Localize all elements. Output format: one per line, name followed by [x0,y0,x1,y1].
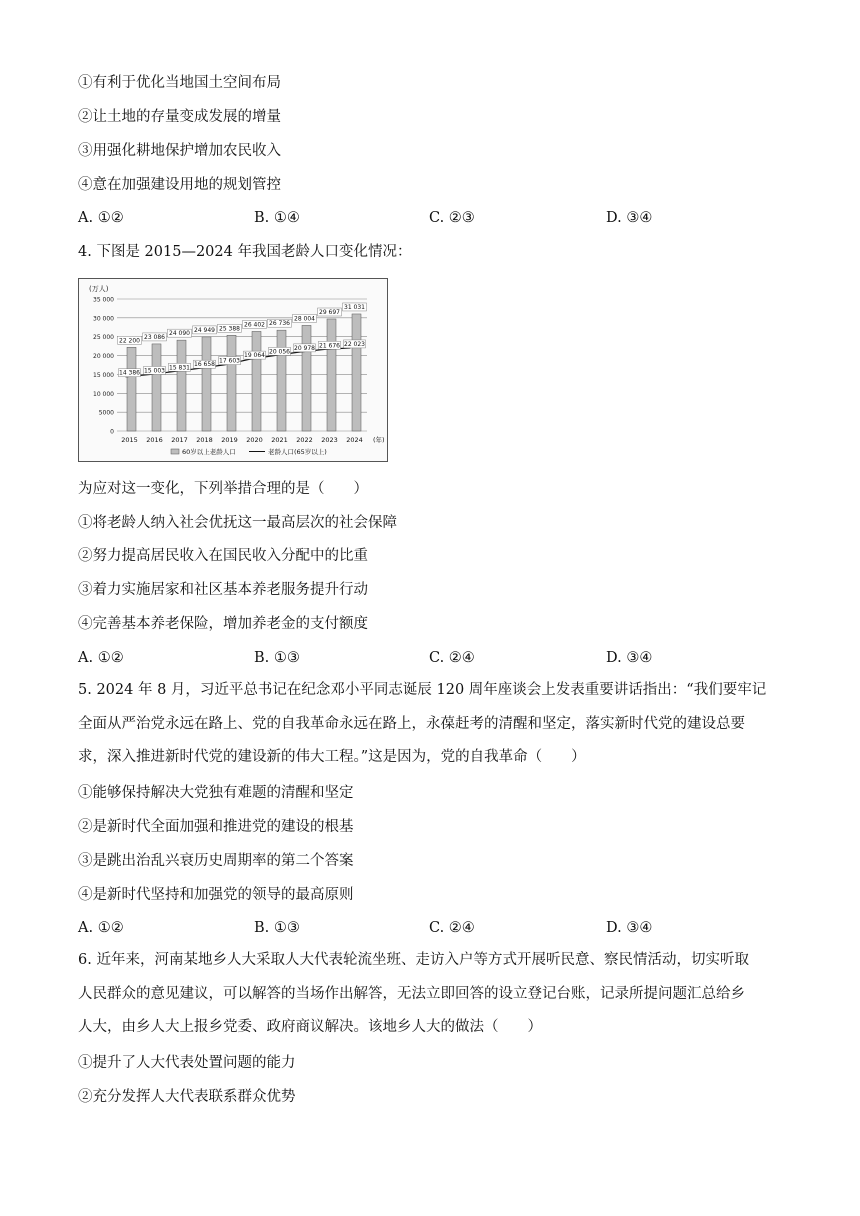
bar-data-label: 31 031 [344,303,365,311]
q6-stem-line-2: 人民群众的意见建议，可以解答的当场作出解答，无法立即回答的设立登记台账，记录所提问题汇总给乡 [78,985,745,1002]
bar [277,330,286,431]
chart-svg [79,279,387,461]
bar-data-label: 22 200 [119,337,140,345]
q5-option-b: B. ①③ [254,920,300,936]
y-tick-label: 35 000 [93,296,114,304]
q3-statement-3: ③用强化耕地保护增加农民收入 [78,143,281,159]
elderly-population-chart [78,278,388,462]
y-tick-label: 0 [110,428,114,436]
q6-stem-line-3: 人大，由乡人大上报乡党委、政府商议解决。该地乡人大的做法（ ） [78,1019,542,1035]
y-tick-label: 5000 [98,409,114,417]
legend-bar-label: 60岁以上老龄人口 [182,448,236,456]
q5-option-d: D. ③④ [606,920,653,936]
bar [177,340,186,431]
line-data-label: 20 978 [294,344,315,352]
bar-data-label: 23 086 [144,333,165,341]
line-data-label: 16 658 [194,361,215,369]
bar-data-label: 25 388 [219,325,240,333]
x-tick-label: 2019 [221,436,238,444]
bar [202,337,211,431]
y-tick-label: 30 000 [93,315,114,323]
q3-option-b: B. ①④ [254,210,300,226]
q4-option-b: B. ①③ [254,650,300,666]
q5-stem-line-1: 5. 2024 年 8 月，习近平总书记在纪念邓小平同志诞辰 120 周年座谈会上发表重要讲话指出：“我们要牢记 [78,682,767,698]
q4-statement-3: ③着力实施居家和社区基本养老服务提升行动 [78,582,368,598]
x-tick-label: 2015 [121,436,138,444]
q4-option-a: A. ①② [78,650,124,666]
q5-statement-1: ①能够保持解决大党独有难题的清醒和坚定 [78,785,354,801]
x-tick-label: 2020 [246,436,263,444]
bar-data-label: 24 949 [194,326,215,334]
bar-data-label: 26 736 [269,320,290,328]
q6-stem [78,944,778,1045]
q6-statement-1: ①提升了人大代表处置问题的能力 [78,1055,296,1071]
q3-option-c: C. ②③ [429,210,475,226]
line-data-label: 17 603 [219,357,240,365]
x-tick-label: 2017 [171,436,188,444]
bar-data-label: 28 004 [294,315,315,323]
bar [352,314,361,431]
bar-data-label: 29 697 [319,308,340,316]
q4-statement-4: ④完善基本养老保险，增加养老金的支付额度 [78,616,368,632]
x-tick-label: 2022 [296,436,313,444]
q6-stem-line-1: 6. 近年来，河南某地乡人大采取人大代表轮流坐班、走访入户等方式开展听民意、察民情活动，切实听取 [78,952,749,968]
legend-bar-swatch [171,449,179,454]
q5-option-a: A. ①② [78,920,124,936]
bar [302,325,311,431]
x-tick-label: 2024 [346,436,363,444]
q5-statement-3: ③是跳出治乱兴衰历史周期率的第二个答案 [78,853,354,869]
q5-stem-line-3: 求，深入推进新时代党的建设新的伟大工程。”这是因为，党的自我革命（ ） [78,749,586,765]
q4-option-d: D. ③④ [606,650,653,666]
y-tick-label: 15 000 [93,371,114,379]
q4-statement-1: ①将老龄人纳入社会优抚这一最高层次的社会保障 [78,515,397,531]
x-tick-label: 2023 [321,436,338,444]
q3-option-d: D. ③④ [606,210,653,226]
line-data-label: 20 056 [269,348,290,356]
y-tick-label: 25 000 [93,334,114,342]
q4-stem: 4. 下图是 2015—2024 年我国老龄人口变化情况： [78,244,412,260]
q3-statement-1: ①有利于优化当地国土空间布局 [78,75,281,91]
line-data-label: 21 676 [319,342,340,350]
bar [327,319,336,431]
y-tick-label: 10 000 [93,390,114,398]
y-tick-label: 20 000 [93,353,114,361]
bar [127,347,136,431]
q5-stem [78,674,778,775]
q5-option-c: C. ②④ [429,920,475,936]
q3-statement-4: ④意在加强建设用地的规划管控 [78,177,281,193]
line-data-label: 22 023 [344,340,365,348]
q5-statement-4: ④是新时代坚持和加强党的领导的最高原则 [78,887,354,903]
x-tick-label: 2021 [271,436,288,444]
line-data-label: 15 003 [144,367,165,375]
bar-data-label: 26 402 [244,321,265,329]
bar-data-label: 24 090 [169,330,190,338]
x-tick-label: 2018 [196,436,213,444]
line-data-label: 19 064 [244,352,265,360]
legend-line-label: 老龄人口(65岁以上) [268,448,327,456]
bar [252,331,261,431]
q4-question: 为应对这一变化，下列举措合理的是（ ） [78,481,368,497]
q5-statement-2: ②是新时代全面加强和推进党的建设的根基 [78,819,354,835]
bar [227,335,236,431]
q5-stem-line-2: 全面从严治党永远在路上、党的自我革命永远在路上，永葆赶考的清醒和坚定，落实新时代党的建设总要 [78,715,745,732]
bar [152,344,161,431]
q4-statement-2: ②努力提高居民收入在国民收入分配中的比重 [78,548,368,564]
q6-statement-2: ②充分发挥人大代表联系群众优势 [78,1089,296,1105]
line-data-label: 14 386 [119,369,140,377]
q3-statement-2: ②让土地的存量变成发展的增量 [78,109,281,125]
y-axis-label: (万人) [89,285,109,293]
x-tick-label: 2016 [146,436,163,444]
x-axis-unit: (年) [373,436,385,444]
line-data-label: 15 831 [169,364,190,372]
q3-option-a: A. ①② [78,210,124,226]
q4-option-c: C. ②④ [429,650,475,666]
